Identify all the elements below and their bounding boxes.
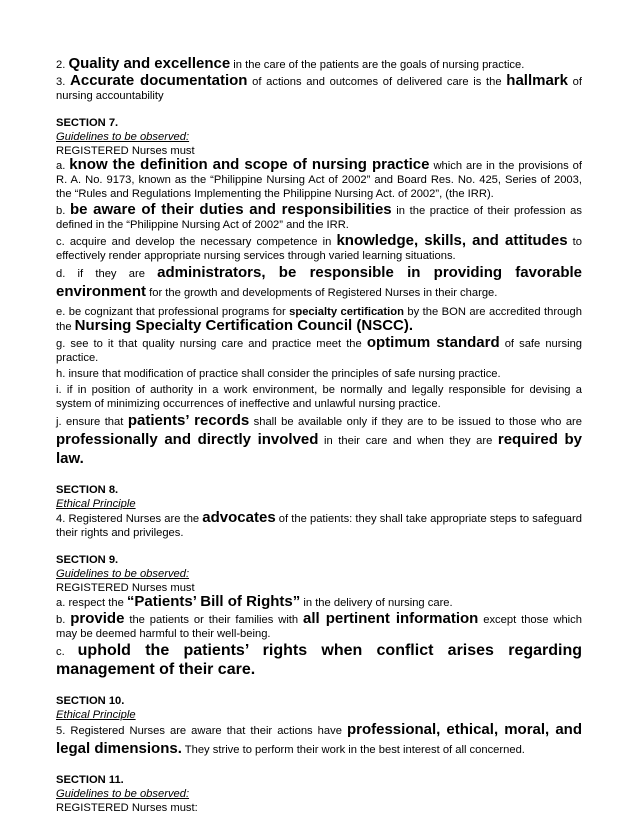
section-9-item-b (56, 612, 582, 641)
emphasis: optimum standard (366, 334, 500, 351)
item-text: of nursing accountability (56, 76, 582, 102)
item-text: in the care of the patients are the goals of nursing practice. (230, 59, 525, 71)
section-10-title: SECTION 10. (56, 695, 125, 707)
item-number: b. (56, 205, 70, 217)
section-9-title: SECTION 9. (56, 554, 119, 566)
section-7-item-e (56, 305, 582, 334)
item-text: in the practice of their profession as defined in the “Philippine Nursing Act of 2002” and the IRR. (56, 205, 582, 231)
item-text: in their care and when they are (318, 435, 498, 447)
item-text: which are in the provisions of R. A. No. 9173, known as the “Philippine Nursing Act of 2002” and Board Res. No. 425, Series of 2003, the “Rules and Regulations Implementing the Philippine Nursing Act. of 2002”, (the IRR). (56, 160, 582, 200)
section-7-item-c (56, 234, 582, 263)
section-8-guide: Ethical Principle (56, 498, 136, 510)
section-9-guide: Guidelines to be observed: (56, 568, 190, 580)
section-7-item-j (56, 413, 582, 470)
section-7-title: SECTION 7. (56, 117, 119, 129)
section-7-item-a (56, 158, 582, 201)
emphasis: administrators, be responsible in providing favorable environment (56, 264, 582, 300)
section-7-guide: Guidelines to be observed: (56, 131, 190, 143)
item-text: g. see to it that quality nursing care and practice meet the (56, 338, 367, 350)
emphasis: uphold the patients’ rights when conflict arises regarding management of their care. (56, 642, 582, 678)
item-text: They strive to perform their work in the best interest of all concerned. (181, 744, 525, 756)
emphasis: all pertinent information (303, 610, 479, 627)
section-7-lead: REGISTERED Nurses must (56, 145, 195, 157)
item-text: by the BON are accredited through the (56, 306, 583, 333)
emphasis: provide (70, 610, 125, 627)
item-text: except those which may be deemed harmful to their well-being. (56, 614, 582, 640)
section-8-title: SECTION 8. (56, 484, 119, 496)
emphasis: professional, ethical, moral, and legal dimensions. (56, 721, 582, 757)
item-text: e. be cognizant that professional programs for (56, 306, 290, 318)
section-9-item-c (56, 643, 582, 681)
item-number: 2. (56, 59, 69, 71)
emphasis: be aware of their duties and responsibilities (69, 201, 392, 218)
emphasis: Nursing Specialty Certification Council (NSCC). (74, 317, 414, 334)
item-text: 4. Registered Nurses are the (56, 513, 203, 525)
item-text: a. respect the (56, 597, 127, 609)
principle-item-3 (56, 74, 582, 103)
item-text: j. ensure that (56, 416, 128, 428)
section-7-item-i: i. if in position of authority in a work environment, be normally and legally responsible for devising a system of minimizing occurrences of ineffective and unlawful nursing practice. (56, 384, 582, 410)
item-text: of safe nursing practice. (56, 338, 583, 364)
section-11-lead: REGISTERED Nurses must: (56, 802, 198, 814)
item-text: shall be available only if they are to be issued to those who are (249, 416, 582, 428)
emphasis: required by law. (56, 431, 583, 467)
item-number: 3. (56, 76, 71, 88)
emphasis: know the definition and scope of nursing practice (69, 156, 430, 173)
section-7-item-h: h. insure that modification of practice shall consider the principles of safe nursing practice. (56, 368, 501, 380)
item-text: 5. Registered Nurses are aware that their actions have (56, 725, 347, 737)
item-text: d. if they are (56, 268, 158, 280)
section-10-guide: Ethical Principle (56, 709, 136, 721)
item-number: b. (56, 614, 71, 626)
section-11-title: SECTION 11. (56, 774, 124, 786)
section-9-item-a (56, 595, 582, 610)
item-text: of the patients: they shall take appropriate steps to safeguard their rights and privileges. (56, 513, 582, 539)
section-7-item-b (56, 203, 582, 232)
emphasis: advocates (202, 509, 276, 526)
item-number: a. (56, 160, 70, 172)
emphasis: knowledge, skills, and attitudes (336, 232, 568, 249)
section-7-item-d (56, 265, 582, 303)
emphasis: “Patients’ Bill of Rights” (126, 593, 301, 610)
section-8-principle (56, 511, 582, 540)
emphasis: Quality and excellence (68, 55, 231, 72)
emphasis: Accurate documentation (70, 72, 248, 89)
section-10-principle (56, 722, 582, 760)
section-9-lead: REGISTERED Nurses must (56, 582, 195, 594)
item-number: c. (56, 646, 78, 658)
item-text: of actions and outcomes of delivered care is the (247, 76, 507, 88)
item-text: for the growth and developments of Registered Nurses in their charge. (146, 287, 498, 299)
emphasis: patients’ records (127, 412, 250, 429)
item-text: in the delivery of nursing care. (300, 597, 453, 609)
item-text: c. acquire and develop the necessary competence in (56, 236, 337, 248)
emphasis: professionally and directly involved (56, 431, 319, 448)
item-text: to effectively render appropriate nursing services through varied learning situations. (56, 236, 582, 262)
emphasis: specialty certification (289, 306, 404, 318)
section-11-guide: Guidelines to be observed: (56, 788, 190, 800)
section-7-item-g (56, 336, 582, 365)
principle-item-2 (56, 57, 582, 72)
item-text: the patients or their families with (124, 614, 304, 626)
emphasis: hallmark (506, 72, 568, 89)
